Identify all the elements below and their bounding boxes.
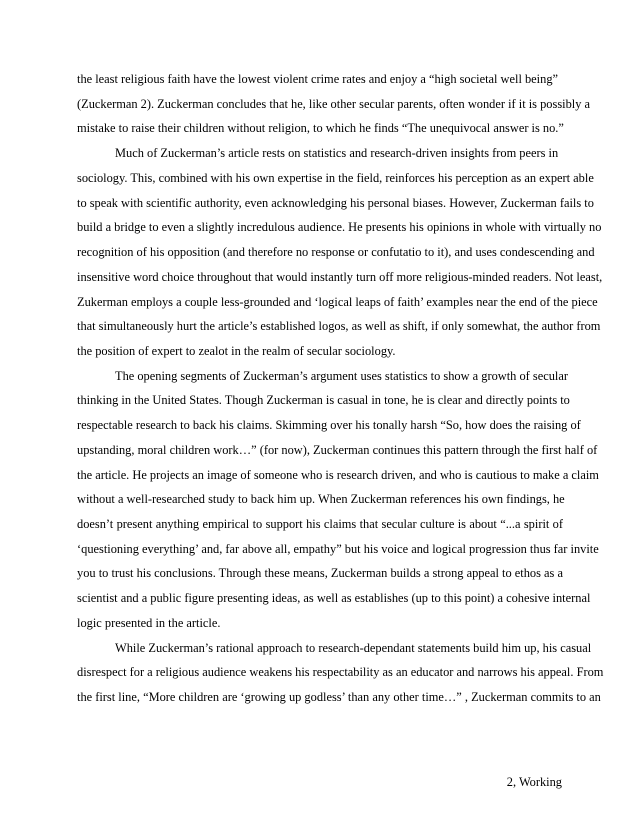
- text-line: the least religious faith have the lowest violent crime rates and enjoy a “high societal well being”: [77, 72, 559, 86]
- text-line: Zukerman employs a couple less-grounded and ‘logical leaps of faith’ examples near the end of the piece: [77, 294, 598, 309]
- text-line: the position of expert to zealot in the realm of secular sociology.: [77, 343, 396, 358]
- text-line: without a well-researched study to back him up. When Zuckerman references his own findings, he: [77, 492, 565, 507]
- text-line: scientist and a public figure presenting ideas, as well as establishes (up to this point) a cohesive internal: [77, 591, 591, 606]
- text-line: (Zuckerman 2). Zuckerman concludes that he, like other secular parents, often wonder if it is possibly a: [77, 96, 591, 111]
- text-line: disrespect for a religious audience weakens his respectability as an educator and narrows his appeal. From: [77, 665, 604, 680]
- text-line: thinking in the United States. Though Zuckerman is casual in tone, he is clear and directly points to: [77, 393, 570, 408]
- text-line: upstanding, moral children work…” (for now), Zuckerman continues this pattern through the first half of: [77, 442, 598, 457]
- text-line: build a bridge to even a slightly incredulous audience. He presents his opinions in whole with virtually no: [77, 220, 602, 235]
- text-line: mistake to raise their children without religion, to which he finds “The unequivocal answer is no.”: [77, 121, 564, 136]
- text-line: doesn’t present anything empirical to support his claims that secular culture is about “...a spirit of: [77, 517, 563, 531]
- page-number: 2, Working: [506, 775, 562, 789]
- text-line: you to trust his conclusions. Through these means, Zuckerman builds a strong appeal to ethos as a: [77, 566, 563, 581]
- text-line: to speak with scientific authority, even acknowledging his personal biases. However, Zuckerman fails to: [77, 195, 594, 210]
- text-line: sociology. This, combined with his own expertise in the field, reinforces his perception as an expert able: [77, 170, 594, 185]
- text-line: recognition of his opposition (and therefore no response or confutatio to it), and uses condescending and: [77, 245, 595, 259]
- text-line: The opening segments of Zuckerman’s argument uses statistics to show a growth of secular: [115, 368, 568, 383]
- text-line: logic presented in the article.: [77, 615, 221, 630]
- text-line: that simultaneously hurt the article’s established logos, as well as shift, if only somewhat, the author from: [77, 319, 601, 334]
- text-line: the article. He projects an image of someone who is research driven, and who is cautious to make a claim: [77, 467, 599, 482]
- text-line: insensitive word choice throughout that would instantly turn off more religious-minded readers. Not least,: [77, 269, 603, 284]
- text-line: respectable research to back his claims. Skimming over his tonally harsh “So, how does the raising of: [77, 418, 581, 433]
- text-line: Much of Zuckerman’s article rests on statistics and research-driven insights from peers in: [115, 146, 559, 161]
- text-line: While Zuckerman’s rational approach to research-dependant statements build him up, his casual: [115, 640, 592, 655]
- text-line: ‘questioning everything’ and, far above all, empathy” but his voice and logical progression thus far invite: [77, 541, 599, 556]
- text-line: the first line, “More children are ‘growing up godless’ than any other time…” , Zuckerman commits to an: [77, 690, 601, 704]
